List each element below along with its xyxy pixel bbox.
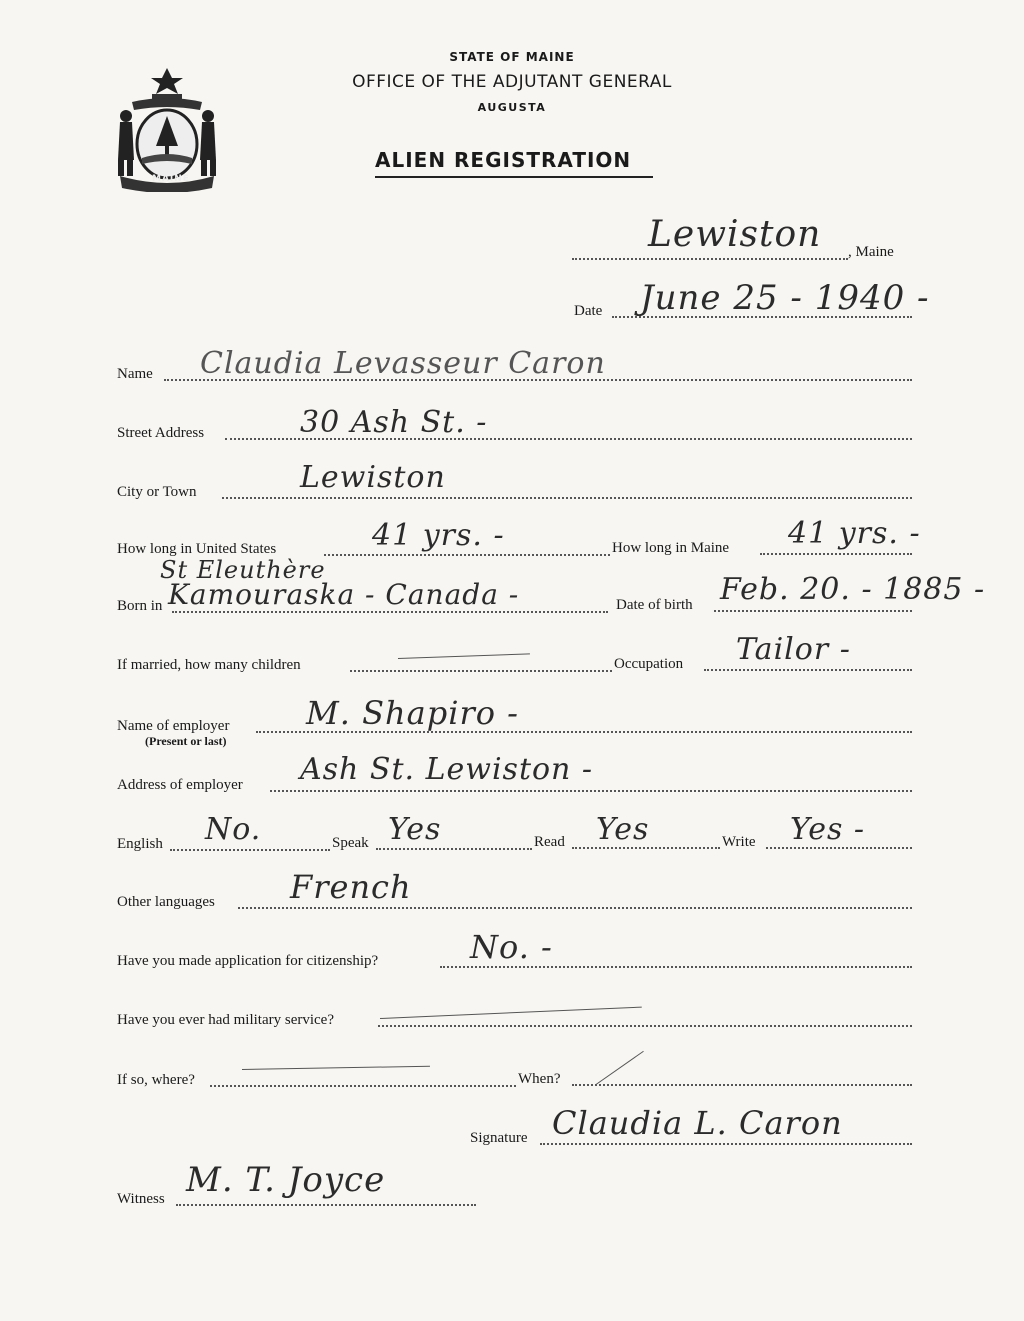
signature-value: Claudia L. Caron (552, 1104, 843, 1142)
date-value: June 25 - 1940 - (640, 278, 930, 318)
when-dash (596, 1051, 644, 1085)
dob-label: Date of birth (616, 597, 693, 613)
city-heading: AUGUSTA (477, 101, 547, 114)
signature-line (540, 1143, 912, 1145)
military-line (378, 1025, 912, 1027)
citizenship-value: No. - (470, 928, 553, 966)
street-value: 30 Ash St. - (300, 405, 488, 440)
english-line (170, 849, 330, 851)
city-label: City or Town (117, 484, 197, 500)
speak-label: Speak (332, 835, 369, 851)
occupation-value: Tailor - (736, 632, 851, 667)
children-dash (398, 653, 530, 659)
english-label: English (117, 836, 163, 852)
citizenship-label: Have you made application for citizenship? (117, 953, 379, 969)
where-line (210, 1085, 516, 1087)
occupation-line (704, 669, 912, 671)
city-line (222, 497, 912, 499)
maine-duration-value: 41 yrs. - (788, 516, 921, 551)
when-label: When? (518, 1071, 561, 1087)
read-label: Read (534, 834, 565, 850)
city-value: Lewiston (300, 460, 446, 495)
other-languages-line (238, 907, 912, 909)
dob-line (714, 610, 912, 612)
witness-value: M. T. Joyce (186, 1160, 386, 1200)
children-line (350, 670, 612, 672)
where-label: If so, where? (117, 1072, 195, 1088)
born-in-annotation: St Eleuthère (160, 556, 326, 584)
form-title: ALIEN REGISTRATION (375, 148, 632, 172)
witness-label: Witness (117, 1191, 165, 1207)
write-value: Yes - (790, 812, 866, 847)
dob-value: Feb. 20. - 1885 - (720, 572, 986, 607)
children-label: If married, how many children (117, 657, 301, 673)
other-languages-value: French (290, 868, 412, 906)
occupation-label: Occupation (614, 656, 684, 672)
employer-label: Name of employer (117, 718, 230, 734)
citizenship-line (440, 966, 912, 968)
us-duration-label: How long in United States (117, 541, 277, 557)
when-line (572, 1084, 912, 1086)
seal-banner-text: MAINE (152, 174, 190, 184)
state-heading: STATE OF MAINE (449, 50, 575, 64)
location-suffix: , Maine (848, 244, 894, 260)
read-value: Yes (596, 812, 650, 847)
maine-duration-line (760, 553, 912, 555)
date-label: Date (574, 303, 603, 319)
other-languages-label: Other languages (117, 894, 215, 910)
street-label: Street Address (117, 425, 205, 441)
location-value: Lewiston (648, 214, 822, 255)
where-dash (242, 1066, 430, 1070)
us-duration-value: 41 yrs. - (372, 518, 505, 553)
speak-line (376, 848, 532, 850)
write-line (766, 847, 912, 849)
office-heading: OFFICE OF THE ADJUTANT GENERAL (352, 72, 672, 92)
born-in-value: Kamouraska - Canada - (168, 578, 520, 611)
military-label: Have you ever had military service? (117, 1012, 334, 1028)
form-title-underline (375, 176, 653, 178)
speak-value: Yes (388, 812, 442, 847)
employer-address-line (270, 790, 912, 792)
maine-duration-label: How long in Maine (612, 540, 730, 556)
witness-line (176, 1204, 476, 1206)
read-line (572, 847, 720, 849)
born-in-line (172, 611, 608, 613)
employer-address-value: Ash St. Lewiston - (300, 752, 594, 787)
employer-sublabel: (Present or last) (145, 734, 227, 748)
english-value: No. (205, 812, 262, 847)
born-in-label: Born in (117, 598, 163, 614)
signature-label: Signature (470, 1130, 528, 1146)
employer-address-label: Address of employer (117, 777, 243, 793)
us-duration-line (324, 554, 610, 556)
write-label: Write (722, 834, 756, 850)
name-label: Name (117, 366, 153, 382)
military-dash (380, 1007, 642, 1019)
location-line (572, 258, 848, 260)
name-value: Claudia Levasseur Caron (200, 346, 606, 381)
employer-value: M. Shapiro - (306, 694, 519, 732)
